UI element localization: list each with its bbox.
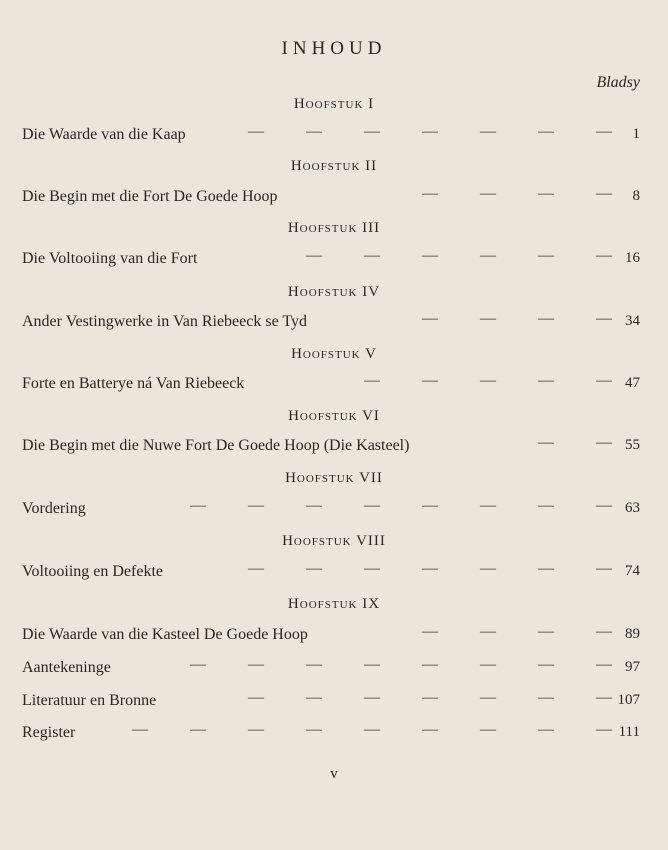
leader-dash: — bbox=[596, 560, 612, 577]
entry-title: Die Voltooiing van die Fort bbox=[22, 250, 198, 267]
chapter-heading: Hoofstuk VII bbox=[285, 470, 383, 486]
toc-entry[interactable] bbox=[22, 372, 640, 397]
leader-dash: — bbox=[596, 372, 612, 389]
leader-dash: — bbox=[480, 689, 496, 706]
leader-dash: — bbox=[364, 372, 380, 389]
leader-dash: — bbox=[538, 721, 554, 738]
leader-dash: — bbox=[364, 656, 380, 673]
leader-dash: — bbox=[596, 123, 612, 140]
entry-title: Die Begin met die Nuwe Fort De Goede Hoop (Die Kasteel) bbox=[22, 437, 410, 454]
leader-dash: — bbox=[538, 310, 554, 327]
leader-dash: — bbox=[480, 656, 496, 673]
page-number: v bbox=[330, 766, 338, 782]
entry-page-number: 16 bbox=[625, 250, 640, 266]
leader-dash: — bbox=[596, 721, 612, 738]
entry-page-number: 97 bbox=[625, 659, 640, 675]
leader-dash: — bbox=[364, 123, 380, 140]
leader-dash: — bbox=[596, 656, 612, 673]
entry-title: Voltooiing en Defekte bbox=[22, 563, 164, 580]
leader-dash: — bbox=[538, 497, 554, 514]
leader-dash: — bbox=[422, 247, 438, 264]
chapter-heading: Hoofstuk VI bbox=[288, 408, 380, 424]
leader-dash: — bbox=[538, 623, 554, 640]
toc-entry[interactable] bbox=[22, 434, 640, 459]
leader-dash: — bbox=[306, 123, 322, 140]
leader-dash: — bbox=[248, 721, 264, 738]
chapter-heading: Hoofstuk IX bbox=[287, 596, 381, 612]
entry-title: Register bbox=[22, 724, 76, 741]
leader-dash: — bbox=[480, 721, 496, 738]
toc-entry[interactable] bbox=[22, 497, 640, 522]
leader-dash: — bbox=[422, 560, 438, 577]
leader-dash: — bbox=[480, 372, 496, 389]
entry-page-number: 107 bbox=[617, 692, 640, 708]
entry-page-number: 74 bbox=[625, 563, 640, 579]
chapter-heading: Hoofstuk V bbox=[291, 346, 377, 362]
page-title: INHOUD bbox=[281, 38, 387, 59]
leader-dash: — bbox=[596, 689, 612, 706]
entry-title: Die Waarde van die Kasteel De Goede Hoop bbox=[22, 626, 308, 643]
entry-title: Aantekeninge bbox=[22, 659, 111, 676]
chapter-heading: Hoofstuk I bbox=[293, 96, 375, 112]
entry-page-number: 34 bbox=[625, 313, 640, 329]
entry-page-number: 63 bbox=[625, 500, 640, 516]
leader-dash: — bbox=[422, 310, 438, 327]
chapter-heading: Hoofstuk IV bbox=[287, 284, 381, 300]
leader-dash: — bbox=[422, 185, 438, 202]
entry-title: Die Waarde van die Kaap bbox=[22, 126, 186, 143]
leader-dash: — bbox=[422, 123, 438, 140]
leader-dash: — bbox=[596, 623, 612, 640]
leader-dash: — bbox=[538, 247, 554, 264]
chapter-heading: Hoofstuk VIII bbox=[282, 533, 386, 549]
leader-dash: — bbox=[306, 656, 322, 673]
page-column-label: Bladsy bbox=[596, 74, 640, 91]
toc-entry[interactable] bbox=[22, 656, 640, 681]
leader-dash: — bbox=[480, 623, 496, 640]
leader-dash: — bbox=[422, 656, 438, 673]
leader-dash: — bbox=[422, 689, 438, 706]
leader-dash: — bbox=[538, 560, 554, 577]
leader-dash: — bbox=[480, 497, 496, 514]
toc-entry[interactable] bbox=[22, 623, 640, 648]
toc-entry[interactable] bbox=[22, 721, 640, 746]
toc-entry[interactable] bbox=[22, 560, 640, 585]
leader-dash: — bbox=[248, 123, 264, 140]
leader-dash: — bbox=[422, 721, 438, 738]
entry-title: Forte en Batterye ná Van Riebeeck bbox=[22, 375, 245, 392]
chapter-heading: Hoofstuk II bbox=[290, 158, 378, 174]
leader-dash: — bbox=[132, 721, 148, 738]
entry-page-number: 47 bbox=[625, 375, 640, 391]
leader-dash: — bbox=[596, 310, 612, 327]
leader-dash: — bbox=[422, 497, 438, 514]
leader-dash: — bbox=[480, 247, 496, 264]
leader-dash: — bbox=[190, 656, 206, 673]
leader-dash: — bbox=[538, 656, 554, 673]
leader-dash: — bbox=[364, 689, 380, 706]
leader-dash: — bbox=[364, 247, 380, 264]
leader-dash: — bbox=[422, 623, 438, 640]
leader-dash: — bbox=[306, 497, 322, 514]
entry-title: Literatuur en Bronne bbox=[22, 692, 157, 709]
leader-dash: — bbox=[364, 560, 380, 577]
leader-dash: — bbox=[596, 497, 612, 514]
entry-title: Ander Vestingwerke in Van Riebeeck se Tyd bbox=[22, 313, 308, 330]
leader-dash: — bbox=[538, 434, 554, 451]
leader-dash: — bbox=[596, 247, 612, 264]
leader-dash: — bbox=[248, 560, 264, 577]
leader-dash: — bbox=[364, 497, 380, 514]
leader-dash: — bbox=[596, 434, 612, 451]
leader-dash: — bbox=[306, 247, 322, 264]
leader-dash: — bbox=[538, 689, 554, 706]
entry-title: Die Begin met die Fort De Goede Hoop bbox=[22, 188, 278, 205]
toc-entry[interactable] bbox=[22, 247, 640, 272]
leader-dash: — bbox=[538, 123, 554, 140]
leader-dash: — bbox=[190, 721, 206, 738]
toc-entry[interactable] bbox=[22, 185, 640, 210]
entry-title: Vordering bbox=[22, 500, 86, 517]
chapter-heading: Hoofstuk III bbox=[287, 220, 381, 236]
leader-dash: — bbox=[248, 497, 264, 514]
leader-dash: — bbox=[190, 497, 206, 514]
leader-dash: — bbox=[306, 560, 322, 577]
leader-dash: — bbox=[248, 689, 264, 706]
leader-dash: — bbox=[248, 656, 264, 673]
leader-dash: — bbox=[538, 372, 554, 389]
leader-dash: — bbox=[306, 721, 322, 738]
toc-entry[interactable] bbox=[22, 123, 640, 148]
leader-dash: — bbox=[480, 560, 496, 577]
toc-entry[interactable] bbox=[22, 310, 640, 335]
entry-page-number: 89 bbox=[625, 626, 640, 642]
leader-dash: — bbox=[480, 185, 496, 202]
leader-dash: — bbox=[596, 185, 612, 202]
leader-dash: — bbox=[422, 372, 438, 389]
leader-dash: — bbox=[364, 721, 380, 738]
leader-dash: — bbox=[306, 689, 322, 706]
entry-page-number: 8 bbox=[632, 188, 640, 204]
entry-page-number: 1 bbox=[632, 126, 640, 142]
leader-dash: — bbox=[480, 310, 496, 327]
entry-page-number: 55 bbox=[625, 437, 640, 453]
toc-entry[interactable] bbox=[22, 689, 640, 714]
leader-dash: — bbox=[538, 185, 554, 202]
leader-dash: — bbox=[480, 123, 496, 140]
entry-page-number: 111 bbox=[618, 724, 640, 740]
